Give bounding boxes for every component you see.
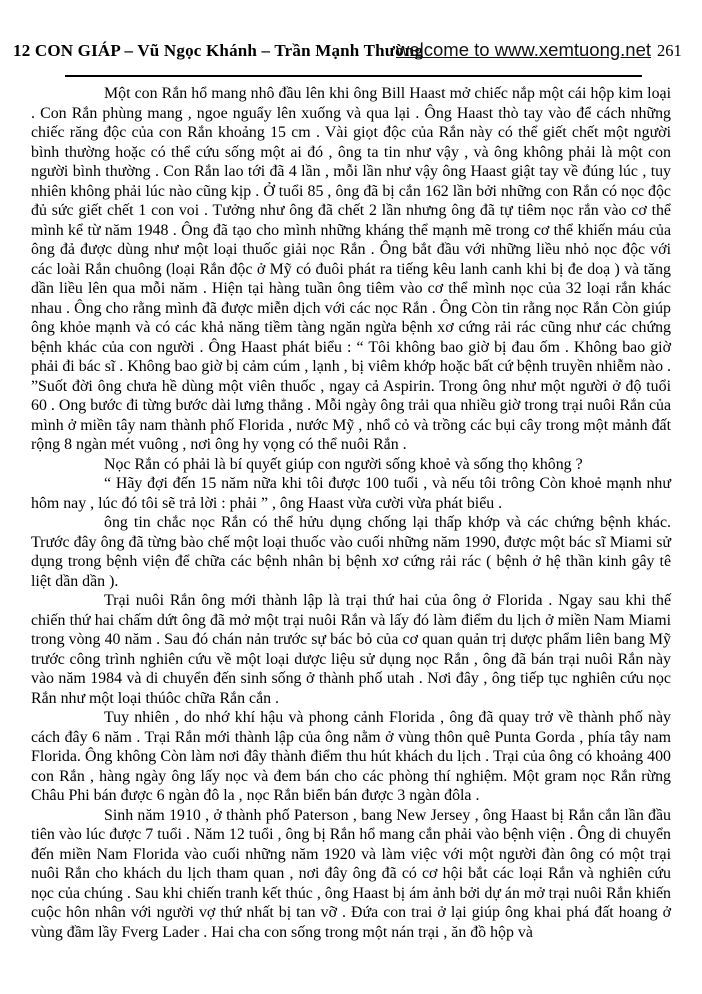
book-title: 12 CON GIÁP – Vũ Ngọc Khánh – Trần Mạnh Thường — [13, 41, 424, 60]
article-body — [31, 84, 671, 942]
page-header — [0, 0, 702, 75]
page-number: 261 — [657, 41, 682, 60]
paragraph: Một con Rắn hổ mang nhô đầu lên khi ông Bill Haast mở chiếc nắp một cái hộp kim loại . Con Rắn phùng mang , ngoe nguẩy lên xuống và qua lại . Ông Haast thò tay vào để cách những chiếc răng độc của con Rắn khoảng 15 cm . Vài giọt độc của Rắn này có thể giết chết một người bình thường hoặc có thể cứu sống một ai đó , ông ta tin như vậy , và ông không phải là một con người bình thường . Con Rắn lao tới đã 4 lần , mỗi lần như vậy ông Haast giật tay về đúng lúc , tuy nhiên không phải lúc nào cũng kịp . Ở tuổi 85 , ông đã bị cắn 162 lần bởi những con Rắn có nọc độc đủ sức giết chết 1 con voi . Tưởng như ông đã chết 2 lần nhưng ông đã tự tiêm nọc rắn vào cơ thể mình kể từ năm 1948 . Ông đã tạo cho mình những kháng thể mạnh mẽ trong cơ thể khiến máu của ông đả được dùng như một loại thuốc giải nọc Rắn . Ông bắt đầu với những liều nhỏ nọc độc với các loài Rắn chuông (loại Rắn độc ở Mỹ có đuôi phát ra tiếng kêu lanh canh khi bị đe doạ ) và tăng dần liều lên qua mỗi năm . Hiện tại hàng tuần ông tiêm vào cơ thể mình nọc của 32 loại rắn khác nhau . Ông cho rằng mình đã được miễn dịch với các nọc Rắn . Ông Còn tin rằng nọc Rắn Còn giúp ông khỏe mạnh và có các khả năng tiềm tàng ngăn ngừa bệnh xơ cứng rải rác cũng như các chứng bệnh khác của con người . Ông Haast phát biểu : “ Tôi không bao giờ bị đau ốm . Không bao giờ phải đi bác sĩ . Không bao giờ bị cảm cúm , lạnh , bị viêm khớp hoặc bất cứ bệnh truyền nhiễm nào . ”Suốt đời ông chưa hề dùng một viên thuốc , ngay cả Aspirin. Trong ông như một người ở độ tuổi 60 . Ong bước đi từng bước dài lưng thẳng . Mỗi ngày ông trải qua nhiều giờ trong trại nuôi Rắn của mình ở miền tây nam thành phố Florida , nước Mỹ , nhổ cỏ và trồng các bụi cây trong một mảnh đất rộng 8 ngàn mét vuông , nơi ông hy vọng có thể nuôi Rắn . — [31, 85, 671, 453]
paragraph: Sinh năm 1910 , ở thành phố Paterson , bang New Jersey , ông Haast bị Rắn cắn lần đầu tiên vào lúc được 7 tuổi . Năm 12 tuổi , ông bị Rắn hổ mang cắn phải vào bệnh viện . Ông di chuyển đến miền Nam Florida vào cuối những năm 1920 và làm việc với một người đàn ông có một trại nuôi Rắn cho khách du lịch tham quan , nơi đây ông đã có cơ hội bắt các loại Rắn và nghiên cứu nọc của chúng . Sau khi chiến tranh kết thúc , ông Haast bị ám ảnh bởi dự án mở trại nuôi Rắn khiến cuộc hôn nhân với người vợ thứ nhất bị tan vỡ . Đứa con trai ở lại giúp ông khai phá đất hoang ở vùng đầm lầy Fverg Lader . Hai cha con sống trong một nán trại , ăn đồ hộp và — [31, 806, 671, 941]
paragraph: Nọc Rắn có phải là bí quyết giúp con người sống khoẻ và sống thọ không ? — [104, 455, 583, 473]
paragraph: Trại nuôi Rắn ông mới thành lập là trại thứ hai của ông ở Florida . Ngay sau khi thế chiến thứ hai chấm dứt ông đã mở một trại nuôi Rắn và lấy đó làm điểm du lịch ở miền Nam Miami trong vòng 40 năm . Sau đó chán nản trước sự bác bỏ của cơ quan quản trị dược phẩm liên bang Mỹ trước công trình nghiên cứu về một loại dược liệu sử dụng nọc Rắn , ông đã bán trại nuôi Rắn này vào năm 1984 và di chuyển đến sinh sống ở thành phố utah . Nơi đây , ông tiếp tục nghiên cứu nọc Rắn như một loại thúôc chữa Rắn cắn . — [31, 592, 671, 707]
header-divider — [65, 75, 642, 77]
website-link[interactable]: welcome to www.xemtuong.net — [396, 39, 652, 60]
paragraph: Tuy nhiên , do nhớ khí hậu và phong cảnh Florida , ông đã quay trở về thành phố này cách đây 6 năm . Trại Rắn mới thành lập của ông nằm ở vùng thôn quê Punta Gorda , phía tây nam Florida. Ông không Còn làm nơi đây thành điểm thu hút khách du lịch . Trại của ông có khoảng 400 con Rắn , hàng ngày ông lấy nọc và đem bán cho các phòng thí nghiệm. Một gram nọc Rắn rừng Châu Phi bán được 6 ngàn đô la , nọc Rắn biển bán được 3 ngàn đôla . — [31, 709, 671, 804]
paragraph: “ Hãy đợi đến 15 năm nữa khi tôi được 100 tuổi , và nếu tôi trông Còn khoẻ mạnh như hôm nay , lúc đó tôi sẽ trả lời : phải ” , ông Haast vừa cười vừa phát biểu . — [31, 475, 671, 512]
paragraph: ông tin chắc nọc Rắn có thể hửu dụng chống lại thấp khớp và các chứng bệnh khác. Trước đây ông đã từng bào chế một loại thuốc vào cuối những năm 1990, được một bác sĩ Miami sử dụng trong bệnh viện để chữa các bệnh nhân bị bệnh xơ cứng rải rác ( bệnh ở hệ thần kinh gây tê liệt dần dần ). — [31, 514, 671, 590]
